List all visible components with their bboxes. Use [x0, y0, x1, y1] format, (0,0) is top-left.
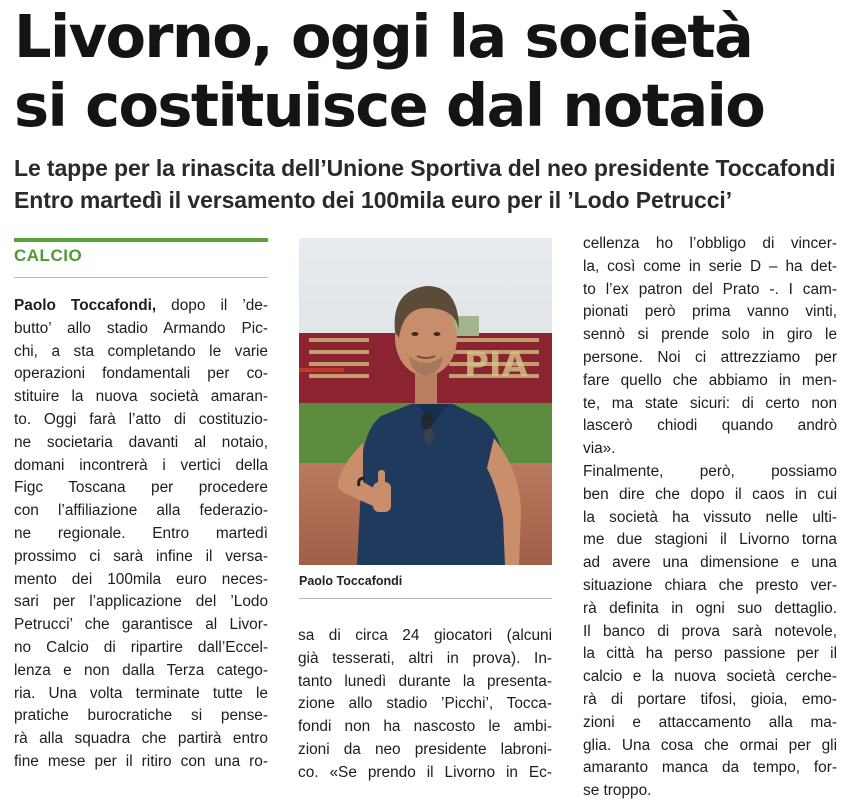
article-text-line: co. «Se prendo il Livorno in Ec- — [298, 763, 552, 781]
rubric-bar — [14, 238, 268, 242]
section-rubric: CALCIO — [14, 246, 83, 265]
stadium-seat-letters: PIA — [464, 345, 528, 385]
article-text-line: to l’ex patron del Prato -. I cam- — [583, 280, 837, 298]
article-text-line: con l’affiliazione alla federazio- — [14, 502, 268, 520]
article-text-line: ne societaria davanti al notaio, — [14, 433, 268, 451]
article-text-line: zione allo stadio ’Picchi’, Tocca- — [298, 695, 552, 713]
article-text-line: zioni da neo presidente labroni- — [298, 740, 552, 758]
article-text-line: la società ha vissuto nelle ulti- — [583, 508, 837, 526]
headline-line-1: Livorno, oggi la società — [14, 2, 753, 71]
article-text-line: me due stagioni il Livorno torna — [583, 531, 837, 549]
article-text-line: mento dei 100mila euro neces- — [14, 570, 268, 588]
article-text-line: lenza e non dalla Terza catego- — [14, 661, 268, 679]
photo-illustration — [299, 238, 552, 565]
article-first-line-rest: dopo il ’de- — [156, 297, 268, 314]
article-text-line: ad avere una dimensione e una — [583, 554, 837, 572]
article-text-line: rà di portare tifosi, gioia, emo- — [583, 690, 837, 708]
article-lead-name: Paolo Toccafondi, — [14, 297, 157, 314]
rubric-divider — [14, 277, 268, 278]
article-column-1 — [14, 295, 268, 774]
subtitle-line-1: Le tappe per la rinascita dell’Unione Sportiva del neo presidente Toccafondi — [14, 155, 836, 181]
article-text-line: ne regionale. Entro martedì — [14, 524, 268, 542]
article-text-line: operazioni fondamentali per co- — [14, 365, 268, 383]
article-text-line: situazione chiara che presto ver- — [583, 576, 837, 594]
article-text-line: persone. Noi ci attrezziamo per — [583, 348, 837, 366]
article-text-line: lascerò chiodi quando andrò — [583, 417, 837, 435]
article-column-2 — [298, 625, 552, 785]
article-text-line: fine mese per il ritiro con una ro- — [14, 752, 268, 770]
article-text-line: già tesserati, altri in prova). In- — [298, 649, 552, 667]
column-2-lines — [298, 625, 552, 785]
subtitle — [14, 152, 844, 216]
article-text-line: no Calcio di ripartire dall’Eccel- — [14, 638, 268, 656]
article-text-line: glia. Una cosa che ormai per gli — [583, 736, 837, 754]
article-column-3 — [583, 233, 837, 803]
article-text-line: sennò si prende solo in giro le — [583, 326, 837, 344]
article-text-line: tanto lunedì durante la presenta- — [298, 672, 552, 690]
photo-caption: Paolo Toccafondi — [299, 574, 403, 588]
article-text-line: via». — [583, 440, 616, 458]
column-1-lines — [14, 318, 268, 774]
article-text-line: rà definita in ogni suo dettaglio. — [583, 599, 837, 617]
article-text-line: calcio e la nuova società cerche- — [583, 668, 837, 686]
article-text-line: sa di circa 24 giocatori (alcuni — [298, 627, 552, 644]
article-text-line: pratiche burocratiche si pense- — [14, 707, 268, 725]
article-text-line: Figc Toscana per procedere — [14, 479, 268, 497]
article-text-line: chi, a sta completando le varie — [14, 342, 268, 360]
article-text-line: cellenza ho l’obbligo di vincer- — [583, 235, 837, 252]
article-text-line: amaranto manca da tempo, for- — [583, 759, 837, 777]
column-3-lines — [583, 233, 837, 803]
article-text-line: fondi non ha nascosto le ambi- — [298, 718, 552, 736]
article-text-line: se troppo. — [583, 782, 652, 800]
article-text-line: Petrucci’ che garantisce al Livor- — [14, 616, 268, 634]
article-text-line: stituire la nuova società amaran- — [14, 388, 268, 406]
headline — [14, 2, 844, 140]
article-text-line: ria. Una volta terminate tutte le — [14, 684, 268, 702]
article-first-line — [14, 295, 268, 318]
article-text-line: sari per l’applicazione del ’Lodo — [14, 593, 268, 611]
article-text-line: Il banco di prova sarà notevole, — [583, 622, 837, 640]
subtitle-line-2: Entro martedì il versamento dei 100mila euro per il ’Lodo Petrucci’ — [14, 187, 733, 213]
article-text-line: butto’ allo stadio Armando Pic- — [14, 319, 268, 337]
article-text-line: prossimo ci sarà infine il versa- — [14, 547, 268, 565]
article-text-line: la, così come in serie D – ha det- — [583, 257, 837, 275]
article-text-line: te, ma state sicuri: di certo non — [583, 394, 837, 412]
article-text-line: domani incontrerà i vertici della — [14, 456, 268, 474]
article-text-line: to. Oggi farà l’atto di costituzio- — [14, 410, 268, 428]
article-text-line: ben dire che dopo il caos in cui — [583, 485, 837, 503]
article-text-line: pionati però prima vanno vinti, — [583, 303, 837, 321]
article-text-line: fare quello che abbiamo in men- — [583, 371, 837, 389]
article-text-line: la città ha perso passione per il — [583, 645, 837, 663]
caption-divider — [299, 598, 552, 599]
article-text-line: rà alla squadra che partirà entro — [14, 730, 268, 748]
headline-line-2: si costituisce dal notaio — [14, 71, 765, 140]
article-photo — [299, 238, 552, 565]
article-text-line: zioni e attaccamento alla ma- — [583, 713, 837, 731]
article-text-line: Finalmente, però, possiamo — [583, 462, 837, 480]
